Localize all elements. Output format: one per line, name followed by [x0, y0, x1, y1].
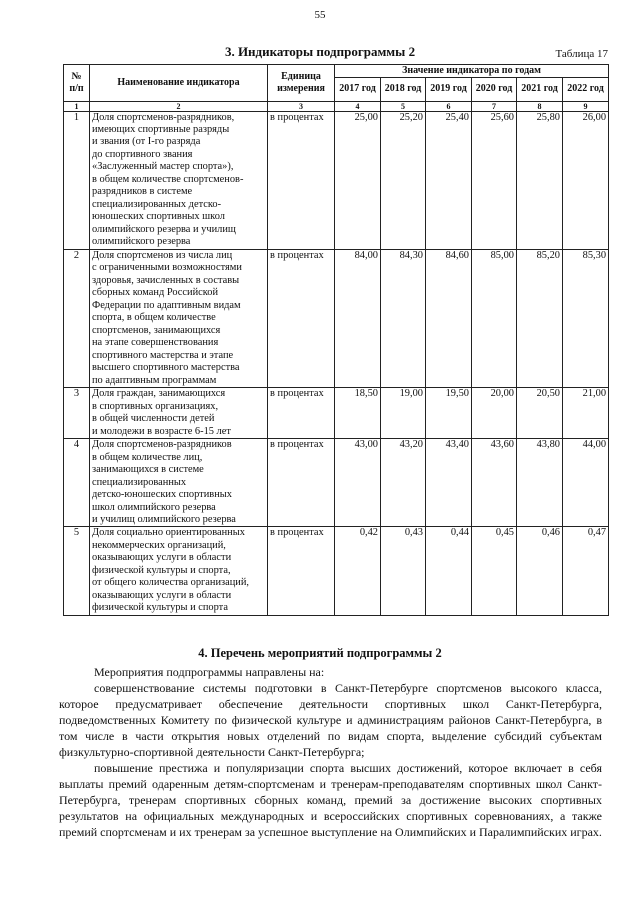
- paragraph: Мероприятия подпрограммы направлены на:: [94, 665, 325, 679]
- indicator-number: 5: [64, 527, 90, 615]
- indicator-name-line: до спортивного звания: [92, 148, 193, 160]
- indicator-value: 84,30: [381, 249, 426, 387]
- indicator-row: [64, 111, 609, 249]
- indicator-value: 26,00: [563, 111, 609, 249]
- header-year: 2020 год: [472, 77, 517, 101]
- indicator-value: 85,30: [563, 249, 609, 387]
- column-number: 9: [563, 101, 609, 111]
- indicator-value: 18,50: [335, 388, 381, 439]
- indicator-number: 4: [64, 439, 90, 527]
- indicator-row: [64, 388, 609, 439]
- indicator-name-line: в общей численности детей: [92, 413, 215, 425]
- indicator-unit: в процентах: [268, 388, 335, 439]
- header-year: 2022 год: [563, 77, 609, 101]
- indicator-name-line: в общем количестве лиц,: [92, 451, 203, 463]
- header-year: 2017 год: [335, 77, 381, 101]
- header-values-group: Значение индикатора по годам: [335, 65, 609, 78]
- indicator-value: 19,50: [426, 388, 472, 439]
- indicator-value: 25,00: [335, 111, 381, 249]
- indicator-value: 0,45: [472, 527, 517, 615]
- indicator-name-line: Доля граждан, занимающихся: [92, 388, 226, 400]
- indicator-unit: в процентах: [268, 527, 335, 615]
- column-number: 5: [381, 101, 426, 111]
- indicator-value: 19,00: [381, 388, 426, 439]
- indicator-name-line: высшего спортивного мастерства: [92, 362, 240, 374]
- indicator-unit: в процентах: [268, 249, 335, 387]
- column-number: 8: [517, 101, 563, 111]
- indicator-value: 21,00: [563, 388, 609, 439]
- measures-text: [0, 664, 640, 840]
- indicator-value: 85,20: [517, 249, 563, 387]
- indicator-value: 44,00: [563, 439, 609, 527]
- indicator-name-line: олимпийского резерва и училищ: [92, 223, 236, 235]
- indicator-name-line: сборных команд Российской: [92, 287, 219, 299]
- indicator-value: 25,80: [517, 111, 563, 249]
- paragraph: совершенствование системы подготовки в Санкт-Петербурге спортсменов высокого класса, которое предусматривает обеспечение деятельности спортивных школ Санкт-Петербурга, подведомственных Комитету по физической культуре и администрациям районов Санкт-Петербурга, в том числе в части открытия новых отделений по видам спорта, выделение субсидий субъектам физкультурно-спортивной деятельности Санкт-Петербурга;: [59, 681, 602, 759]
- indicator-name-line: «Заслуженный мастер спорта»),: [92, 161, 234, 173]
- indicator-name-line: спортивного мастерства и этапе: [92, 349, 234, 361]
- header-year: 2018 год: [381, 77, 426, 101]
- indicator-name-line: Доля спортсменов из числа лиц: [92, 249, 233, 261]
- column-number: 6: [426, 101, 472, 111]
- indicator-value: 0,46: [517, 527, 563, 615]
- indicator-name-line: в спортивных организациях,: [92, 400, 219, 412]
- indicator-name-line: Доля спортсменов-разрядников: [92, 439, 232, 451]
- indicator-name-line: детско-юношеских спортивных: [92, 489, 232, 501]
- indicator-name-line: специализированных: [92, 476, 187, 488]
- indicator-value: 0,42: [335, 527, 381, 615]
- header-year: 2021 год: [517, 77, 563, 101]
- indicator-value: 25,60: [472, 111, 517, 249]
- indicator-value: 84,00: [335, 249, 381, 387]
- section-4-title: 4. Перечень мероприятий подпрограммы 2: [198, 646, 442, 660]
- header-unit: Единица измерения: [268, 65, 335, 102]
- header-num: № п/п: [64, 65, 90, 102]
- column-number: 3: [268, 101, 335, 111]
- indicator-name-line: и училищ олимпийского резерва: [92, 514, 236, 525]
- section-3-title: 3. Индикаторы подпрограммы 2: [224, 44, 416, 59]
- indicator-name-line: оказывающих услуги в области: [92, 589, 232, 601]
- column-number: 7: [472, 101, 517, 111]
- indicator-name: [90, 111, 268, 249]
- indicator-value: 20,00: [472, 388, 517, 439]
- indicator-number: 1: [64, 111, 90, 249]
- page-number: 55: [314, 9, 326, 21]
- indicator-value: 25,40: [426, 111, 472, 249]
- indicator-unit: в процентах: [268, 439, 335, 527]
- indicator-name-line: спортсменов, занимающихся: [92, 324, 221, 336]
- indicator-number: 2: [64, 249, 90, 387]
- indicator-row: [64, 527, 609, 615]
- indicator-name-line: школ олимпийского резерва: [92, 501, 216, 513]
- indicator-value: 0,43: [381, 527, 426, 615]
- indicator-value: 43,40: [426, 439, 472, 527]
- indicator-value: 43,20: [381, 439, 426, 527]
- indicator-row: [64, 249, 609, 387]
- indicator-value: 43,80: [517, 439, 563, 527]
- indicator-value: 0,44: [426, 527, 472, 615]
- indicator-name-line: в общем количестве спортсменов-: [92, 173, 244, 185]
- indicator-name-line: разрядников в системе: [92, 186, 193, 198]
- indicator-name-line: здоровья, зачисленных в составы: [92, 274, 240, 286]
- indicator-name-line: и звания (от I-го разряда: [92, 136, 201, 148]
- indicator-name-line: оказывающих услуги в области: [92, 552, 232, 564]
- header-year: 2019 год: [426, 77, 472, 101]
- indicator-number: 3: [64, 388, 90, 439]
- indicator-name-line: от общего количества организаций,: [92, 577, 250, 589]
- indicator-name-line: Федерации по адаптивным видам: [92, 299, 241, 311]
- indicator-value: 43,00: [335, 439, 381, 527]
- indicator-value: 43,60: [472, 439, 517, 527]
- indicator-name-line: специализированных детско-: [92, 198, 222, 210]
- indicator-name-line: имеющих спортивные разряды: [92, 123, 230, 135]
- indicator-name-line: некоммерческих организаций,: [92, 539, 226, 551]
- indicator-name-line: Доля социально ориентированных: [92, 527, 245, 539]
- indicator-name-line: на этапе совершенствования: [92, 337, 219, 349]
- indicator-name: [90, 249, 268, 387]
- indicator-value: 20,50: [517, 388, 563, 439]
- indicator-name-line: и молодежи в возрасте 6-15 лет: [92, 425, 231, 437]
- header-name: Наименование индикатора: [90, 65, 268, 102]
- indicator-name-line: физической культуры и спорта: [92, 602, 228, 614]
- paragraph: повышение престижа и популяризации спорта высших достижений, которое включает в себя выплаты премий одаренным детям-спортсменам и тренерам-преподавателям спортивных школ Санкт-Петербурга, тренерам спортивных сборных команд, премий за достижение высоких спортивных результатов на официальных международных и всероссийских спортивных соревнованиях, а также премий спортсменам и их тренерам за успешное выступление на Олимпийских и Паралимпийских играх.: [59, 761, 602, 839]
- indicator-name: [90, 439, 268, 527]
- indicator-value: 84,60: [426, 249, 472, 387]
- indicator-row: [64, 439, 609, 527]
- column-number: 1: [64, 101, 90, 111]
- indicator-name-line: с ограниченными возможностями: [92, 262, 242, 274]
- indicator-name: [90, 388, 268, 439]
- table-label: Таблица 17: [555, 48, 608, 60]
- indicator-name-line: олимпийского резерва: [92, 236, 191, 248]
- indicator-value: 85,00: [472, 249, 517, 387]
- indicator-name: [90, 527, 268, 615]
- indicator-name-line: физической культуры и спорта,: [92, 564, 231, 576]
- indicator-name-line: по адаптивным программам: [92, 374, 217, 386]
- indicator-value: 25,20: [381, 111, 426, 249]
- indicator-unit: в процентах: [268, 111, 335, 249]
- indicator-name-line: Доля спортсменов-разрядников,: [92, 111, 235, 123]
- indicator-name-line: спорта, в общем количестве: [92, 312, 216, 324]
- column-number: 2: [90, 101, 268, 111]
- indicators-table: [63, 64, 609, 616]
- column-number: 4: [335, 101, 381, 111]
- indicator-name-line: занимающихся в системе: [92, 464, 204, 476]
- indicator-name-line: юношеских спортивных школ: [92, 211, 225, 223]
- indicator-value: 0,47: [563, 527, 609, 615]
